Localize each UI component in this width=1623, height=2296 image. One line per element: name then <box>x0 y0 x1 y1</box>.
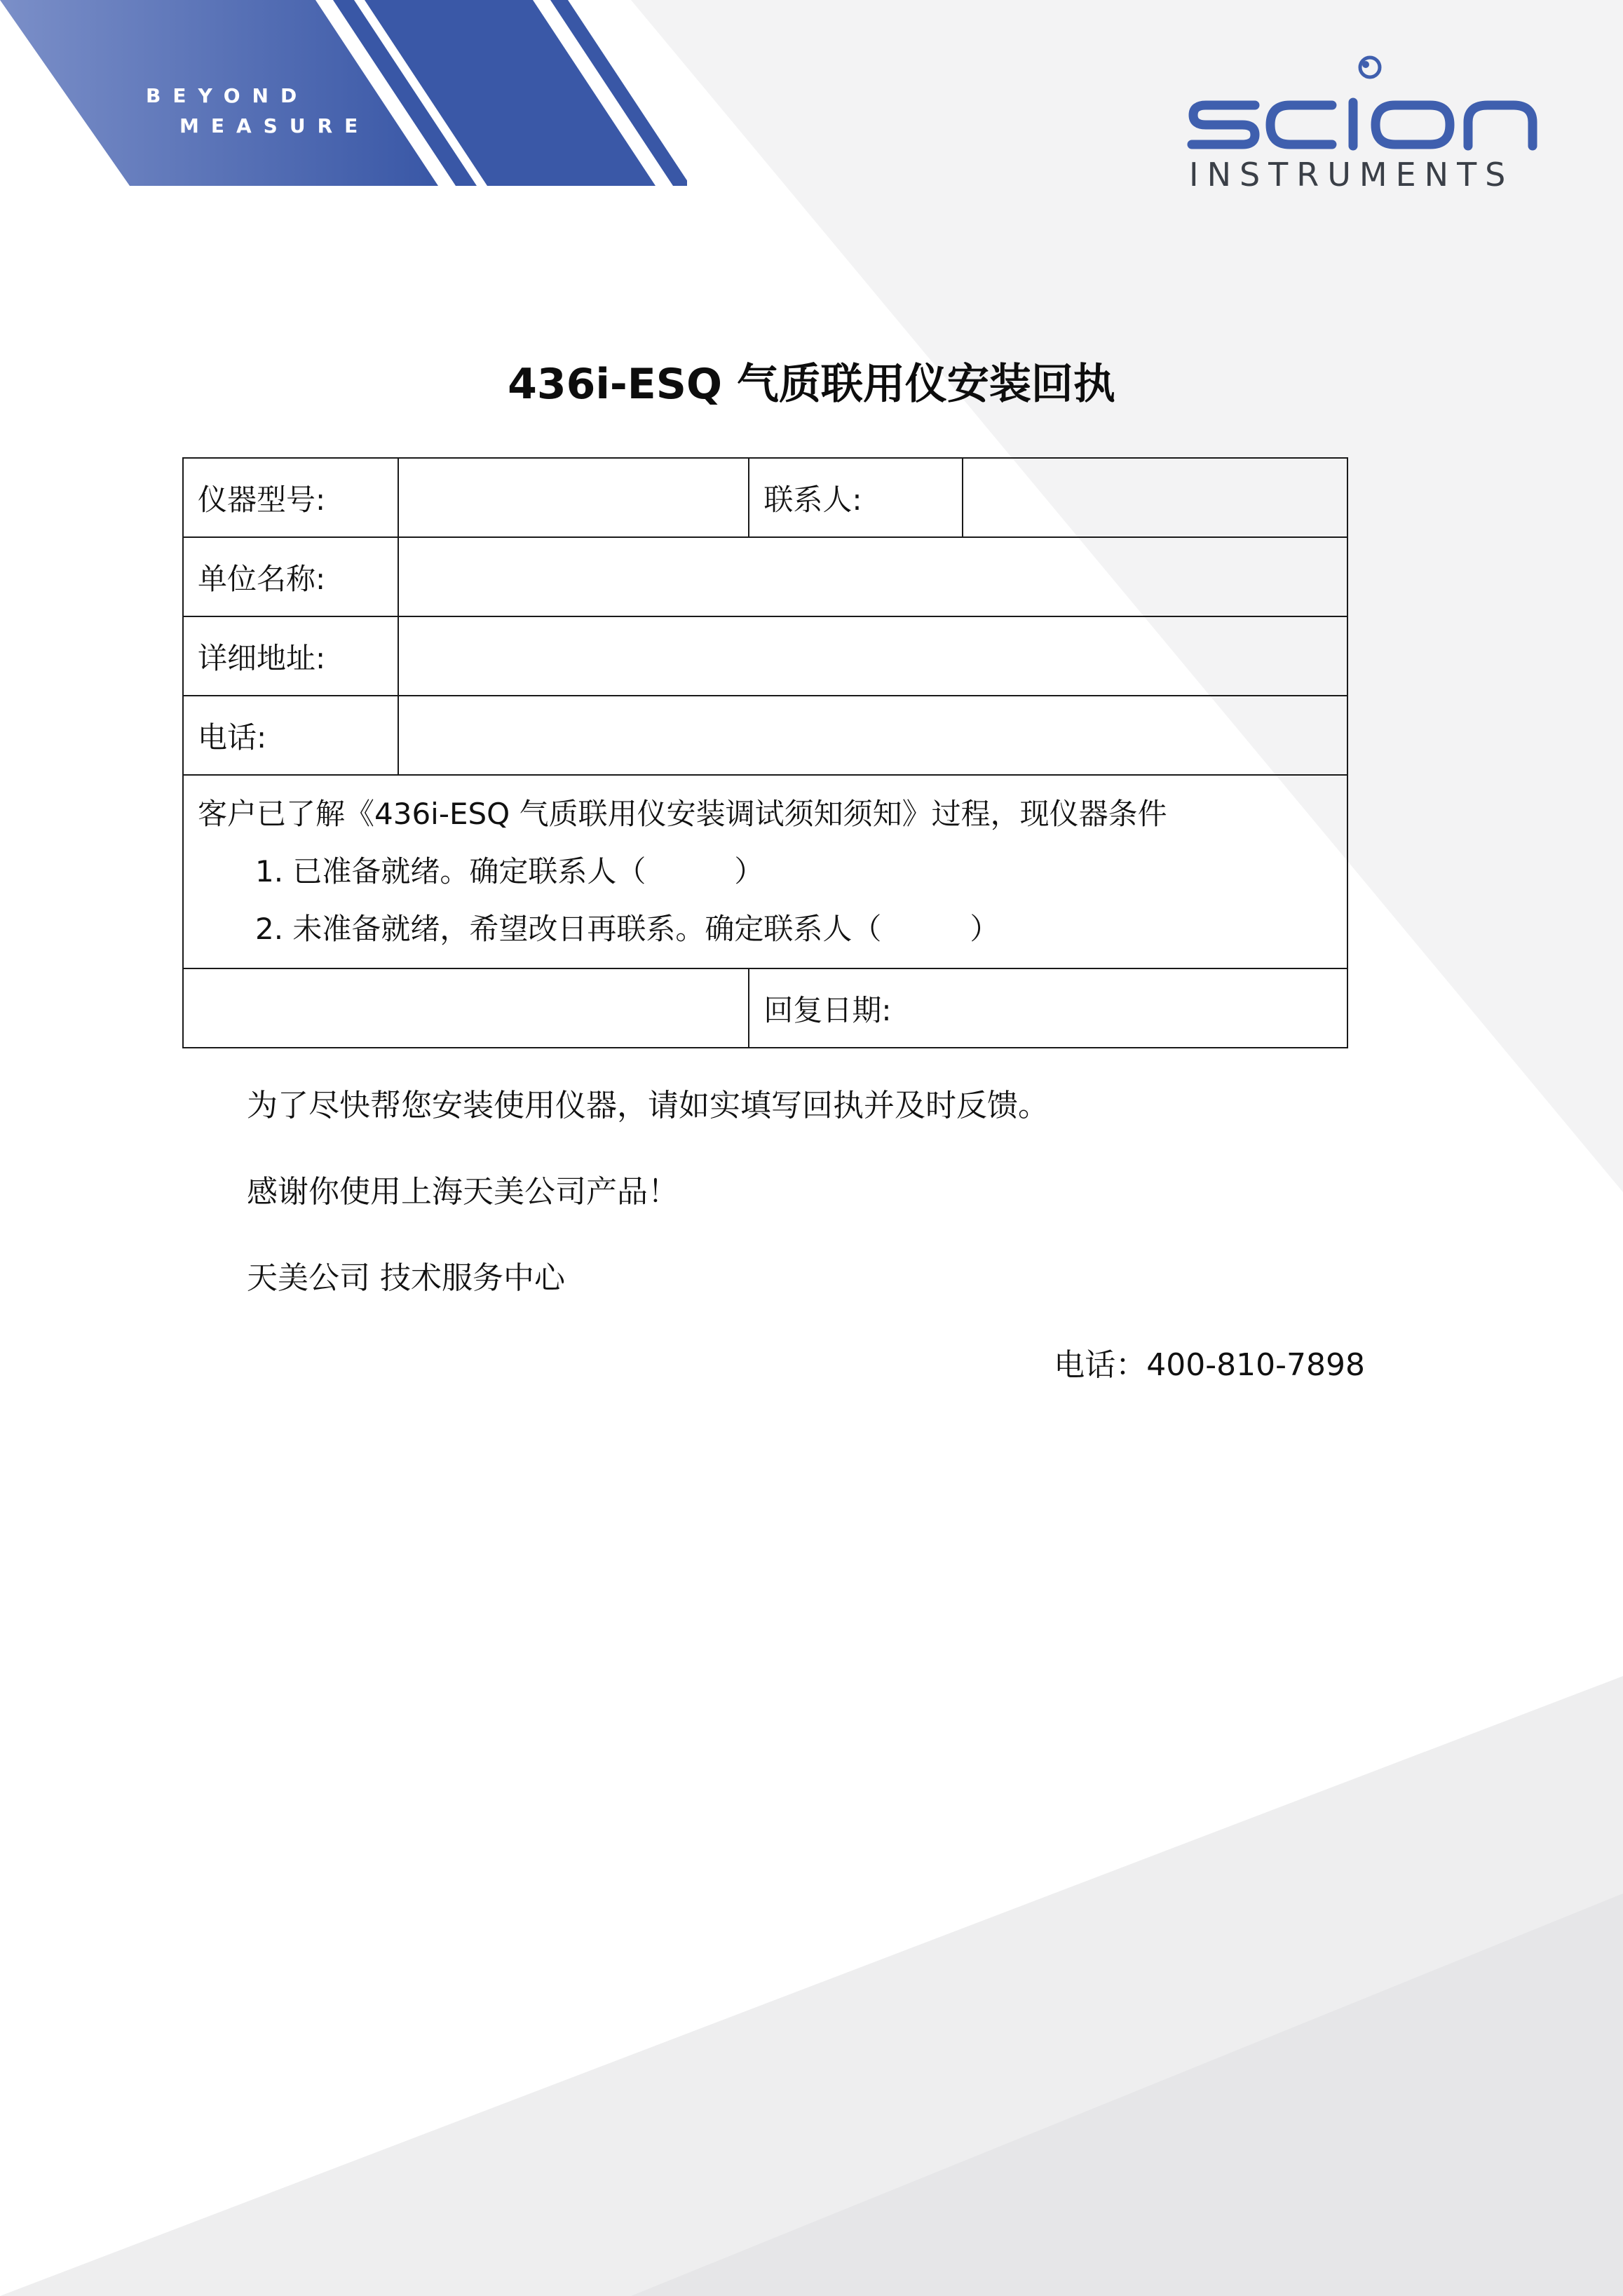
page-title: 436i-ESQ 气质联用仪安装回执 <box>508 360 1115 409</box>
logo-instruments-text: INSTRUMENTS <box>1189 156 1514 194</box>
note-thanks: 感谢你使用上海天美公司产品！ <box>247 1174 679 1210</box>
footer-phone: 电话：400-810-7898 <box>1054 1347 1365 1383</box>
company-field[interactable] <box>398 537 1347 616</box>
form-row-address <box>183 616 1347 696</box>
header-banner <box>0 0 687 186</box>
condition-option-not-ready[interactable]: 2. 未准备就绪，希望改日再联系。确定联系人（ ） <box>255 912 1000 946</box>
model-field[interactable] <box>398 458 749 537</box>
phone-field[interactable] <box>398 696 1347 775</box>
form-row-condition <box>183 775 1347 968</box>
form-row-phone <box>183 696 1347 775</box>
reply-date-label: 回复日期: <box>763 992 892 1027</box>
contact-label: 联系人: <box>749 458 963 537</box>
address-field[interactable] <box>398 616 1347 696</box>
signature-field[interactable] <box>183 968 749 1048</box>
condition-cell <box>183 775 1347 968</box>
form-row-company <box>183 537 1347 616</box>
reply-date-field[interactable] <box>749 968 1347 1048</box>
form-row-model <box>183 458 1347 537</box>
form-row-reply <box>183 968 1347 1048</box>
condition-intro: 客户已了解《436i-ESQ 气质联用仪安装调试须知须知》过程，现仪器条件 <box>198 797 1167 831</box>
note-instruction: 为了尽快帮您安装使用仪器，请如实填写回执并及时反馈。 <box>247 1088 1049 1123</box>
phone-label: 电话: <box>183 696 398 775</box>
condition-option-ready[interactable]: 1. 已准备就绪。确定联系人（ ） <box>255 854 764 889</box>
note-signature: 天美公司 技术服务中心 <box>247 1260 565 1296</box>
address-label: 详细地址: <box>183 616 398 696</box>
receipt-form <box>182 457 1348 1048</box>
model-label: 仪器型号: <box>183 458 398 537</box>
contact-field[interactable] <box>963 458 1347 537</box>
company-label: 单位名称: <box>183 537 398 616</box>
tagline-beyond: BEYOND <box>146 84 309 107</box>
tagline-measure: MEASURE <box>179 114 370 137</box>
